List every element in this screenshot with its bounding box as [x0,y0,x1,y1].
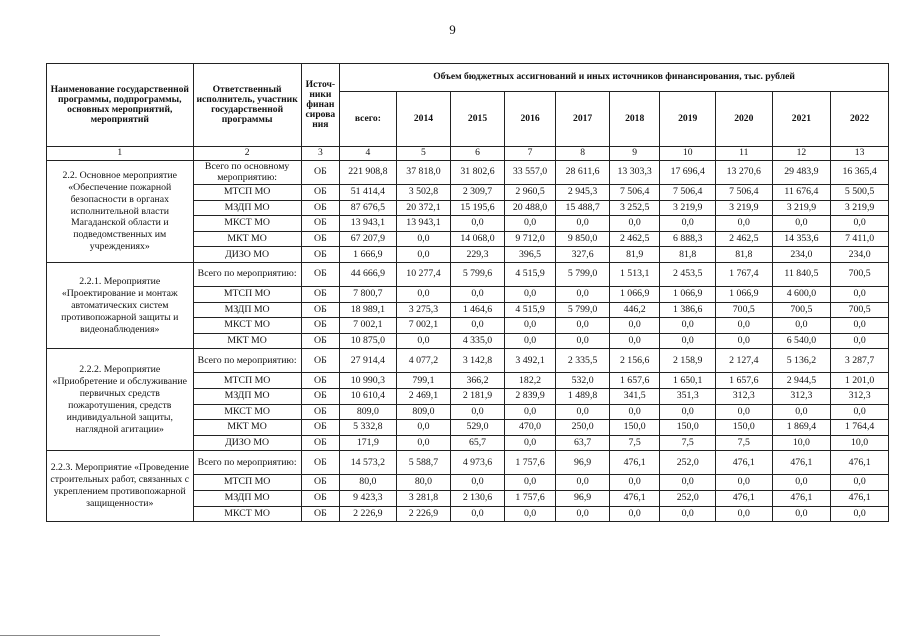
group-name: 2.2.1. Мероприятие «Проектирование и монтаж автоматических систем противопожарной защиты и видеонаблюдения» [47,262,194,348]
column-number: 1 [47,147,194,161]
table-row [47,349,889,373]
value-cell: 312,3 [831,388,889,404]
value-cell: 1 650,1 [660,373,716,389]
group-name: 2.2.2. Мероприятие «Приобретение и обслуживание первичных средств пожаротушения, средств индивидуальной защиты, наглядной агитации» [47,349,194,451]
total-cell: 10 875,0 [340,333,397,349]
value-cell: 5 588,7 [396,451,451,475]
value-cell: 0,0 [772,216,831,232]
header-year: 2018 [609,92,660,147]
value-cell: 0,0 [451,404,505,420]
table-row [47,262,889,286]
value-cell: 234,0 [772,247,831,263]
value-cell: 13 270,6 [716,161,773,185]
executor-cell: МКСТ МО [193,216,301,232]
value-cell: 2 839,9 [504,388,556,404]
column-number: 11 [716,147,773,161]
value-cell: 3 219,9 [772,200,831,216]
total-cell: 87 676,5 [340,200,397,216]
source-cell: ОБ [301,318,339,334]
value-cell: 1 767,4 [716,262,773,286]
column-number: 7 [504,147,556,161]
value-cell: 366,2 [451,373,505,389]
value-cell: 252,0 [660,451,716,475]
header-volume: Объем бюджетных ассигнований и иных источников финансирования, тыс. рублей [340,64,889,92]
value-cell: 5 136,2 [772,349,831,373]
value-cell: 2 469,1 [396,388,451,404]
value-cell: 0,0 [451,286,505,302]
value-cell: 0,0 [504,286,556,302]
value-cell: 0,0 [831,506,889,522]
executor-cell: МКСТ МО [193,318,301,334]
header-executor: Ответственный исполнитель, участник государственной программы [193,64,301,147]
value-cell: 2 462,5 [716,231,773,247]
value-cell: 312,3 [772,388,831,404]
value-cell: 446,2 [609,302,660,318]
column-number: 2 [193,147,301,161]
value-cell: 7,5 [716,435,773,451]
source-cell: ОБ [301,451,339,475]
table-row [47,161,889,185]
value-cell: 13 943,1 [396,216,451,232]
executor-cell: Всего по мероприятию: [193,451,301,475]
value-cell: 2 130,6 [451,490,505,506]
group-name: 2.2. Основное мероприятие «Обеспечение пожарной безопасности в органах исполнительной власти Магаданской области и подведомственных им учреждениях» [47,161,194,263]
total-cell: 18 989,1 [340,302,397,318]
value-cell: 0,0 [831,333,889,349]
column-number: 4 [340,147,397,161]
value-cell: 0,0 [396,435,451,451]
source-cell: ОБ [301,185,339,201]
value-cell: 0,0 [831,318,889,334]
executor-cell: МТСП МО [193,373,301,389]
column-number: 5 [396,147,451,161]
value-cell: 16 365,4 [831,161,889,185]
value-cell: 14 353,6 [772,231,831,247]
value-cell: 0,0 [451,216,505,232]
value-cell: 0,0 [609,404,660,420]
executor-cell: МКТ МО [193,231,301,247]
value-cell: 1 386,6 [660,302,716,318]
value-cell: 0,0 [556,318,610,334]
value-cell: 470,0 [504,420,556,436]
header-year: 2017 [556,92,610,147]
value-cell: 0,0 [609,333,660,349]
value-cell: 1 757,6 [504,451,556,475]
source-cell: ОБ [301,373,339,389]
value-cell: 0,0 [504,333,556,349]
value-cell: 4 600,0 [772,286,831,302]
value-cell: 700,5 [772,302,831,318]
value-cell: 7 506,4 [660,185,716,201]
value-cell: 0,0 [660,333,716,349]
total-cell: 171,9 [340,435,397,451]
header-year: 2022 [831,92,889,147]
value-cell: 0,0 [556,506,610,522]
value-cell: 0,0 [556,286,610,302]
value-cell: 0,0 [556,333,610,349]
value-cell: 476,1 [716,490,773,506]
value-cell: 0,0 [609,506,660,522]
value-cell: 150,0 [609,420,660,436]
value-cell: 0,0 [772,475,831,491]
total-cell: 14 573,2 [340,451,397,475]
budget-table [46,63,889,522]
value-cell: 0,0 [772,318,831,334]
value-cell: 3 142,8 [451,349,505,373]
value-cell: 532,0 [556,373,610,389]
value-cell: 0,0 [396,286,451,302]
value-cell: 2 335,5 [556,349,610,373]
value-cell: 700,5 [831,302,889,318]
value-cell: 81,8 [716,247,773,263]
source-cell: ОБ [301,388,339,404]
value-cell: 1 066,9 [660,286,716,302]
value-cell: 0,0 [396,231,451,247]
value-cell: 29 483,9 [772,161,831,185]
value-cell: 2 462,5 [609,231,660,247]
total-cell: 13 943,1 [340,216,397,232]
value-cell: 0,0 [831,286,889,302]
header-year: 2019 [660,92,716,147]
value-cell: 7,5 [660,435,716,451]
value-cell: 0,0 [716,333,773,349]
value-cell: 150,0 [716,420,773,436]
value-cell: 9 712,0 [504,231,556,247]
value-cell: 0,0 [660,404,716,420]
executor-cell: ДИЗО МО [193,247,301,263]
value-cell: 312,3 [716,388,773,404]
value-cell: 2 127,4 [716,349,773,373]
column-number: 9 [609,147,660,161]
source-cell: ОБ [301,435,339,451]
value-cell: 1 764,4 [831,420,889,436]
value-cell: 3 492,1 [504,349,556,373]
source-cell: ОБ [301,231,339,247]
total-cell: 2 226,9 [340,506,397,522]
value-cell: 20 488,0 [504,200,556,216]
value-cell: 6 888,3 [660,231,716,247]
executor-cell: МКСТ МО [193,506,301,522]
column-number: 3 [301,147,339,161]
value-cell: 2 309,7 [451,185,505,201]
header-year: 2021 [772,92,831,147]
value-cell: 0,0 [504,216,556,232]
value-cell: 476,1 [831,451,889,475]
value-cell: 7 411,0 [831,231,889,247]
value-cell: 33 557,0 [504,161,556,185]
value-cell: 7,5 [609,435,660,451]
value-cell: 37 818,0 [396,161,451,185]
value-cell: 10,0 [831,435,889,451]
total-cell: 221 908,8 [340,161,397,185]
total-cell: 7 002,1 [340,318,397,334]
value-cell: 476,1 [772,490,831,506]
value-cell: 0,0 [504,404,556,420]
value-cell: 0,0 [396,247,451,263]
value-cell: 0,0 [772,506,831,522]
value-cell: 17 696,4 [660,161,716,185]
source-cell: ОБ [301,349,339,373]
value-cell: 396,5 [504,247,556,263]
executor-cell: ДИЗО МО [193,435,301,451]
value-cell: 28 611,6 [556,161,610,185]
value-cell: 0,0 [396,333,451,349]
value-cell: 0,0 [660,318,716,334]
total-cell: 809,0 [340,404,397,420]
value-cell: 0,0 [504,435,556,451]
value-cell: 250,0 [556,420,610,436]
value-cell: 0,0 [609,318,660,334]
header-name: Наименование государственной программы, подпрограммы, основных мероприятий, мероприятий [47,64,194,147]
value-cell: 65,7 [451,435,505,451]
value-cell: 2 181,9 [451,388,505,404]
value-cell: 0,0 [716,318,773,334]
value-cell: 0,0 [451,475,505,491]
total-cell: 10 990,3 [340,373,397,389]
header-year: 2020 [716,92,773,147]
value-cell: 3 287,7 [831,349,889,373]
executor-cell: МЗДП МО [193,302,301,318]
value-cell: 0,0 [831,475,889,491]
value-cell: 0,0 [396,420,451,436]
value-cell: 2 944,5 [772,373,831,389]
source-cell: ОБ [301,200,339,216]
value-cell: 3 219,9 [831,200,889,216]
value-cell: 0,0 [660,216,716,232]
value-cell: 6 540,0 [772,333,831,349]
value-cell: 3 219,9 [716,200,773,216]
value-cell: 81,8 [660,247,716,263]
value-cell: 1 657,6 [716,373,773,389]
value-cell: 341,5 [609,388,660,404]
value-cell: 5 500,5 [831,185,889,201]
value-cell: 1 513,1 [609,262,660,286]
value-cell: 2 945,3 [556,185,610,201]
value-cell: 0,0 [716,404,773,420]
value-cell: 3 252,5 [609,200,660,216]
total-cell: 67 207,9 [340,231,397,247]
executor-cell: МТСП МО [193,185,301,201]
value-cell: 3 219,9 [660,200,716,216]
value-cell: 1 869,4 [772,420,831,436]
value-cell: 20 372,1 [396,200,451,216]
value-cell: 2 960,5 [504,185,556,201]
value-cell: 0,0 [716,475,773,491]
value-cell: 81,9 [609,247,660,263]
value-cell: 0,0 [660,475,716,491]
value-cell: 4 335,0 [451,333,505,349]
value-cell: 5 799,6 [451,262,505,286]
value-cell: 1 464,6 [451,302,505,318]
source-cell: ОБ [301,506,339,522]
total-cell: 80,0 [340,475,397,491]
value-cell: 182,2 [504,373,556,389]
value-cell: 1 489,8 [556,388,610,404]
header-year: 2015 [451,92,505,147]
value-cell: 5 799,0 [556,262,610,286]
executor-cell: МКТ МО [193,420,301,436]
value-cell: 529,0 [451,420,505,436]
value-cell: 11 676,4 [772,185,831,201]
value-cell: 14 068,0 [451,231,505,247]
column-number: 12 [772,147,831,161]
value-cell: 0,0 [556,216,610,232]
value-cell: 80,0 [396,475,451,491]
executor-cell: МТСП МО [193,475,301,491]
header-total: всего: [340,92,397,147]
value-cell: 476,1 [831,490,889,506]
value-cell: 234,0 [831,247,889,263]
source-cell: ОБ [301,247,339,263]
value-cell: 15 488,7 [556,200,610,216]
value-cell: 476,1 [716,451,773,475]
value-cell: 4 973,6 [451,451,505,475]
executor-cell: МЗДП МО [193,388,301,404]
value-cell: 96,9 [556,451,610,475]
value-cell: 351,3 [660,388,716,404]
executor-cell: МЗДП МО [193,490,301,506]
executor-cell: Всего по мероприятию: [193,349,301,373]
value-cell: 63,7 [556,435,610,451]
executor-cell: Всего по мероприятию: [193,262,301,286]
value-cell: 15 195,6 [451,200,505,216]
value-cell: 7 506,4 [609,185,660,201]
executor-cell: Всего по основному мероприятию: [193,161,301,185]
value-cell: 11 840,5 [772,262,831,286]
value-cell: 476,1 [772,451,831,475]
value-cell: 2 226,9 [396,506,451,522]
column-number: 6 [451,147,505,161]
value-cell: 2 156,6 [609,349,660,373]
value-cell: 476,1 [609,490,660,506]
value-cell: 96,9 [556,490,610,506]
value-cell: 2 158,9 [660,349,716,373]
source-cell: ОБ [301,286,339,302]
value-cell: 9 850,0 [556,231,610,247]
value-cell: 1 657,6 [609,373,660,389]
total-cell: 9 423,3 [340,490,397,506]
value-cell: 150,0 [660,420,716,436]
value-cell: 327,6 [556,247,610,263]
value-cell: 0,0 [556,404,610,420]
executor-cell: МЗДП МО [193,200,301,216]
value-cell: 0,0 [504,475,556,491]
value-cell: 0,0 [451,318,505,334]
value-cell: 0,0 [831,404,889,420]
value-cell: 0,0 [831,216,889,232]
value-cell: 0,0 [716,216,773,232]
value-cell: 1 757,6 [504,490,556,506]
source-cell: ОБ [301,490,339,506]
source-cell: ОБ [301,262,339,286]
total-cell: 27 914,4 [340,349,397,373]
value-cell: 0,0 [504,318,556,334]
value-cell: 3 281,8 [396,490,451,506]
header-source: Источ-ники финан сирова ния [301,64,339,147]
value-cell: 476,1 [609,451,660,475]
value-cell: 0,0 [504,506,556,522]
source-cell: ОБ [301,404,339,420]
value-cell: 1 066,9 [609,286,660,302]
source-cell: ОБ [301,333,339,349]
total-cell: 7 800,7 [340,286,397,302]
value-cell: 31 802,6 [451,161,505,185]
column-number: 13 [831,147,889,161]
value-cell: 0,0 [609,216,660,232]
value-cell: 0,0 [772,404,831,420]
value-cell: 0,0 [716,506,773,522]
value-cell: 809,0 [396,404,451,420]
value-cell: 4 515,9 [504,262,556,286]
source-cell: ОБ [301,216,339,232]
total-cell: 1 666,9 [340,247,397,263]
value-cell: 0,0 [451,506,505,522]
executor-cell: МКТ МО [193,333,301,349]
value-cell: 1 066,9 [716,286,773,302]
value-cell: 229,3 [451,247,505,263]
executor-cell: МКСТ МО [193,404,301,420]
total-cell: 5 332,8 [340,420,397,436]
page-number: 9 [449,22,456,37]
value-cell: 0,0 [556,475,610,491]
value-cell: 13 303,3 [609,161,660,185]
value-cell: 252,0 [660,490,716,506]
value-cell: 700,5 [716,302,773,318]
table-row [47,451,889,475]
value-cell: 5 799,0 [556,302,610,318]
executor-cell: МТСП МО [193,286,301,302]
value-cell: 1 201,0 [831,373,889,389]
total-cell: 51 414,4 [340,185,397,201]
value-cell: 10 277,4 [396,262,451,286]
column-number: 8 [556,147,610,161]
value-cell: 7 002,1 [396,318,451,334]
value-cell: 799,1 [396,373,451,389]
header-year: 2016 [504,92,556,147]
column-number: 10 [660,147,716,161]
value-cell: 0,0 [609,475,660,491]
value-cell: 4 077,2 [396,349,451,373]
total-cell: 44 666,9 [340,262,397,286]
value-cell: 7 506,4 [716,185,773,201]
header-year: 2014 [396,92,451,147]
value-cell: 700,5 [831,262,889,286]
footer-rule [0,635,160,636]
source-cell: ОБ [301,161,339,185]
source-cell: ОБ [301,420,339,436]
value-cell: 2 453,5 [660,262,716,286]
value-cell: 3 275,3 [396,302,451,318]
value-cell: 4 515,9 [504,302,556,318]
total-cell: 10 610,4 [340,388,397,404]
group-name: 2.2.3. Мероприятие «Проведение строительных работ, связанных с укреплением противопожарной защищенности» [47,451,194,522]
value-cell: 10,0 [772,435,831,451]
source-cell: ОБ [301,475,339,491]
value-cell: 3 502,8 [396,185,451,201]
value-cell: 0,0 [660,506,716,522]
source-cell: ОБ [301,302,339,318]
